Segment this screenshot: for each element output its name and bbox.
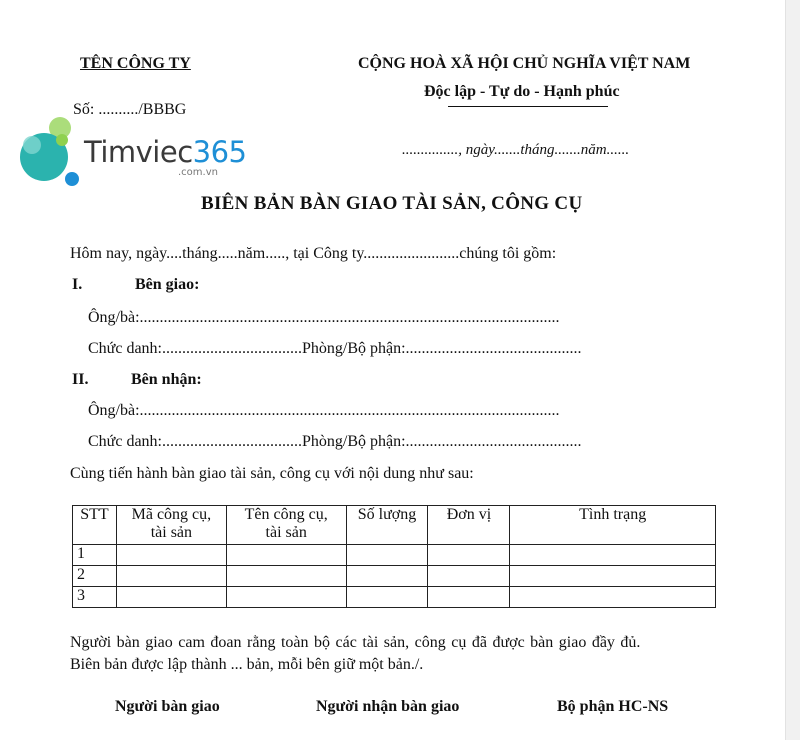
section1-number: I.	[72, 276, 83, 293]
row-number: 3	[73, 587, 117, 608]
section2-name-line: Ông/bà:.........................................................................................................	[88, 402, 560, 419]
cell-status	[510, 587, 716, 608]
row-number: 2	[73, 566, 117, 587]
cell-status	[510, 566, 716, 587]
logo-domain: .com.vn	[178, 167, 218, 178]
cell-code	[116, 587, 226, 608]
col-header-code: Mã công cụ, tài sản	[116, 506, 226, 545]
cell-quantity	[346, 587, 428, 608]
cell-name	[226, 587, 346, 608]
section2-position-line: Chức danh:...................................Phòng/Bộ phận:............................................	[88, 433, 582, 450]
copies-statement: Biên bản được lập thành ... bản, mỗi bên giữ một bản./.	[70, 656, 424, 673]
col-header-unit: Đơn vị	[428, 506, 510, 545]
closing-statement: Người bàn giao cam đoan rằng toàn bộ các tài sản, công cụ đã được bàn giao đầy đủ.	[70, 634, 641, 651]
cell-unit	[428, 566, 510, 587]
table-header-row	[73, 506, 716, 545]
table-row	[73, 566, 716, 587]
section1-name-line: Ông/bà:.........................................................................................................	[88, 309, 560, 326]
table-row	[73, 587, 716, 608]
col-header-name: Tên công cụ, tài sản	[226, 506, 346, 545]
row-number: 1	[73, 545, 117, 566]
asset-table	[72, 505, 716, 608]
cell-code	[116, 566, 226, 587]
date-line: ..............., ngày.......tháng.......năm......	[402, 142, 630, 158]
signature-hr: Bộ phận HC-NS	[557, 698, 669, 715]
logo-name: Timviec	[84, 135, 193, 169]
document-number: Số: ........../BBBG	[73, 101, 187, 118]
cell-code	[116, 545, 226, 566]
company-name: TÊN CÔNG TY	[80, 55, 191, 72]
section1-position-line: Chức danh:...................................Phòng/Bộ phận:............................................	[88, 340, 582, 357]
col-header-stt: STT	[73, 506, 117, 545]
logo-wordmark	[84, 135, 247, 169]
timviec365-logo	[18, 112, 247, 194]
col-header-quantity: Số lượng	[346, 506, 428, 545]
col-header-status: Tình trạng	[510, 506, 716, 545]
cell-name	[226, 566, 346, 587]
section1-heading: Bên giao:	[135, 276, 200, 293]
cell-quantity	[346, 545, 428, 566]
signature-giver: Người bàn giao	[115, 698, 220, 715]
cell-unit	[428, 545, 510, 566]
cell-quantity	[346, 566, 428, 587]
section2-heading: Bên nhận:	[131, 371, 202, 388]
cell-unit	[428, 587, 510, 608]
vertical-scrollbar[interactable]	[785, 0, 800, 740]
intro-line: Hôm nay, ngày....tháng.....năm....., tại Công ty........................chúng tôi gồm:	[70, 245, 557, 262]
section2-number: II.	[72, 371, 89, 388]
handover-intro: Cùng tiến hành bàn giao tài sản, công cụ với nội dung như sau:	[70, 465, 474, 482]
national-motto: Độc lập - Tự do - Hạnh phúc	[424, 83, 620, 100]
logo-bubbles-icon	[18, 112, 88, 194]
signature-receiver: Người nhận bàn giao	[316, 698, 460, 715]
motto-underline	[448, 106, 608, 107]
logo-number: 365	[192, 135, 247, 169]
cell-status	[510, 545, 716, 566]
national-title: CỘNG HOÀ XÃ HỘI CHỦ NGHĨA VIỆT NAM	[358, 55, 691, 72]
cell-name	[226, 545, 346, 566]
document-title: BIÊN BẢN BÀN GIAO TÀI SẢN, CÔNG CỤ	[201, 193, 583, 214]
table-row	[73, 545, 716, 566]
